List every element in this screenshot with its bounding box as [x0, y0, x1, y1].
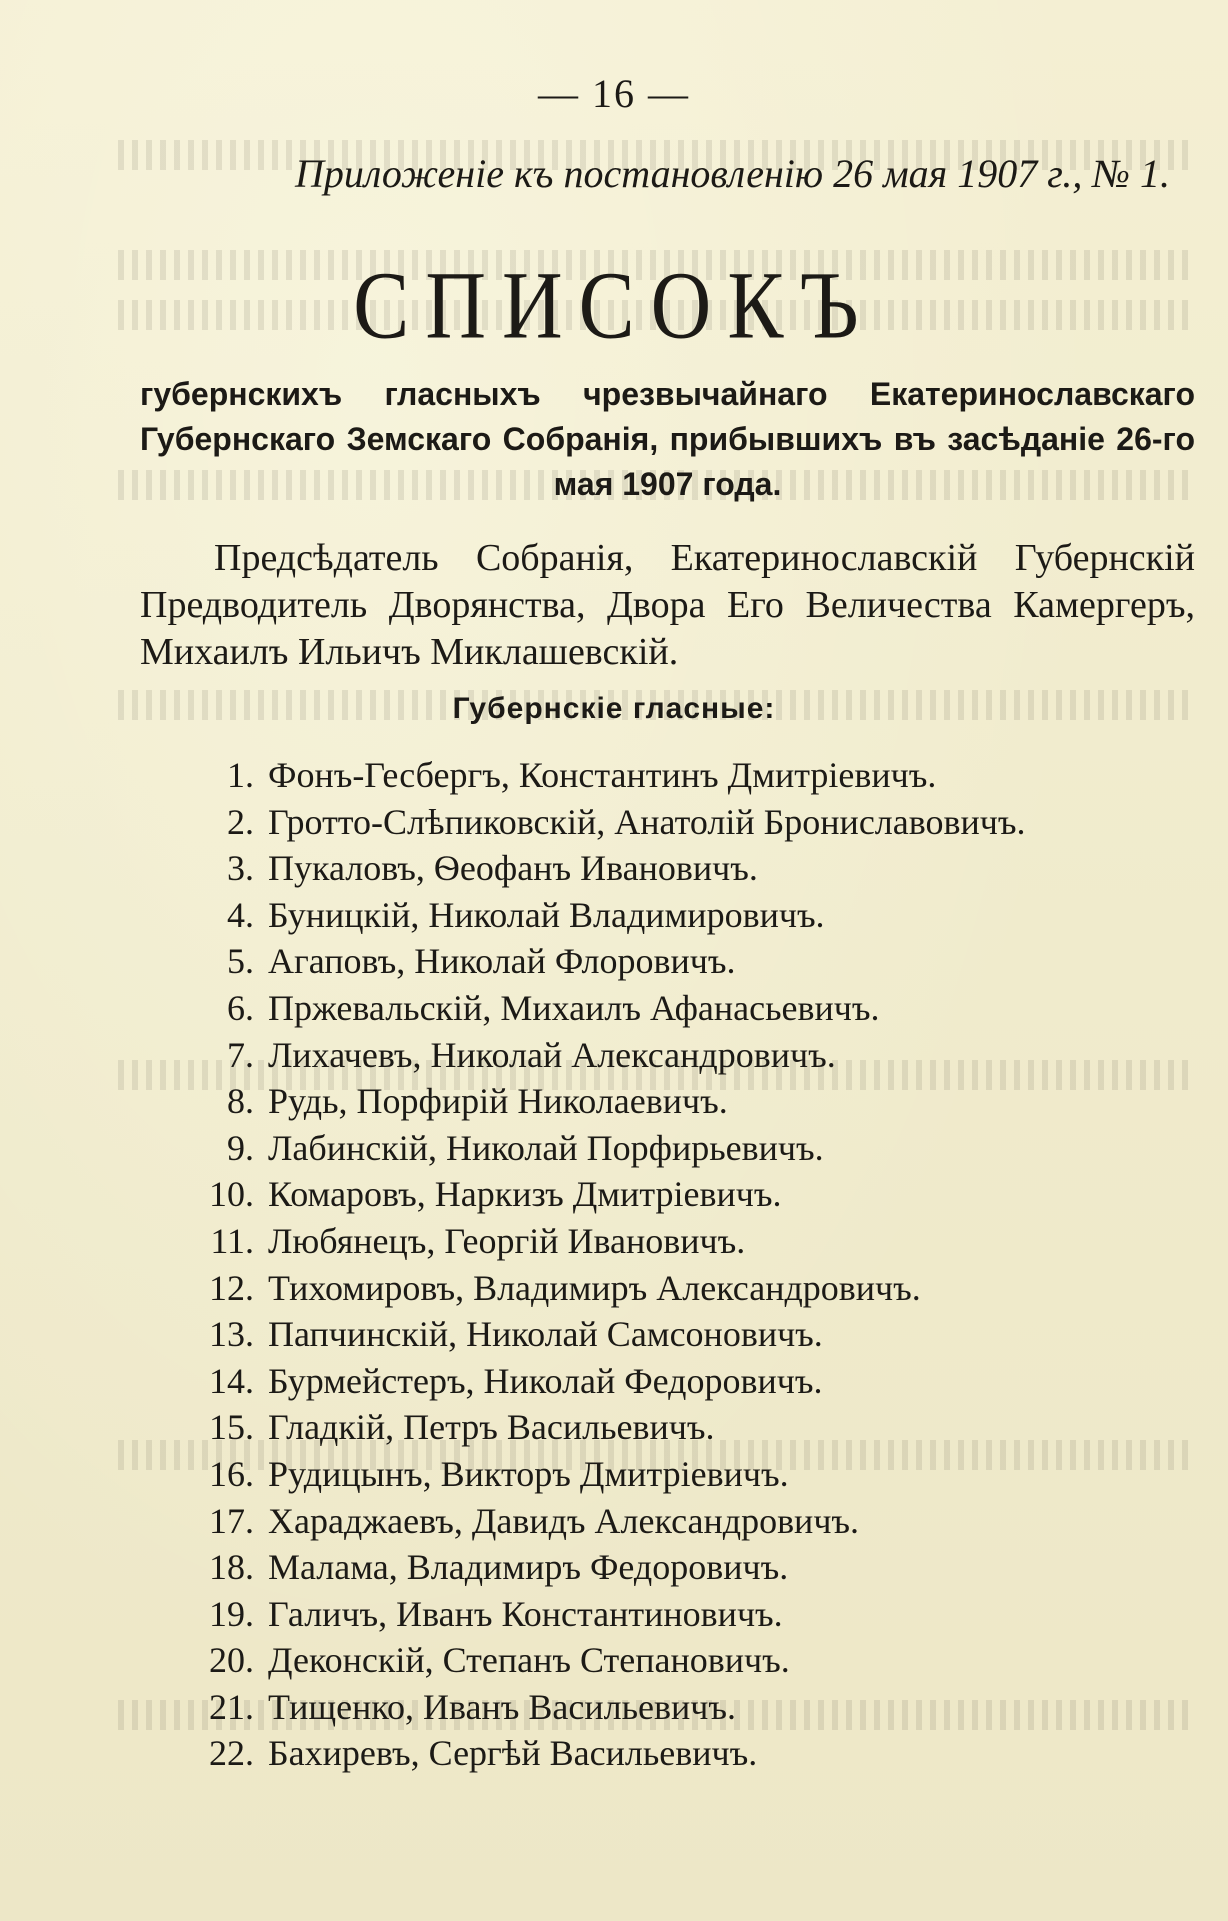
member-name: Пукаловъ, Ѳеофанъ Ивановичъ.: [268, 848, 758, 889]
list-item: [190, 1125, 1025, 1172]
section-heading: Губернскіе гласные:: [452, 692, 776, 725]
item-number: 15.: [209, 1407, 254, 1448]
list-item: [190, 845, 1025, 892]
member-name: Рудицынъ, Викторъ Дмитріевичъ.: [268, 1453, 789, 1494]
page-number: — 16 —: [538, 71, 690, 116]
item-number: 21.: [209, 1686, 254, 1727]
member-name: Тихомировъ, Владимиръ Александровичъ.: [268, 1267, 921, 1308]
member-name: Гладкій, Петръ Васильевичъ.: [268, 1407, 715, 1448]
item-number: 22.: [209, 1733, 254, 1774]
list-item: [190, 752, 1025, 799]
item-number: 1.: [227, 755, 254, 795]
item-number: 11.: [210, 1220, 254, 1261]
item-number: 4.: [227, 894, 254, 935]
list-item: [190, 1218, 1025, 1265]
item-number: 2.: [227, 801, 254, 842]
member-name: Малама, Владимиръ Федоровичъ.: [268, 1547, 789, 1588]
member-name: Гротто-Слѣпиковскій, Анатолій Брониславовичъ.: [268, 801, 1026, 842]
item-number: 12.: [209, 1267, 254, 1308]
member-name: Лихачевъ, Николай Александровичъ.: [268, 1034, 836, 1075]
list-item: [190, 1544, 1025, 1591]
member-name: Тищенко, Иванъ Васильевичъ.: [268, 1686, 736, 1727]
list-item: [190, 1032, 1025, 1079]
item-number: 8.: [227, 1081, 254, 1122]
list-item: [190, 1358, 1025, 1405]
chairman-paragraph: Предсѣдатель Собранія, Екатеринославскій Губернскій Предводитель Дворянства, Двора Его Величества Камергеръ, Михаилъ Ильичъ Миклашевскій.: [140, 537, 1195, 673]
member-name: Бурмейстеръ, Николай Федоровичъ.: [268, 1360, 823, 1401]
item-number: 10.: [209, 1174, 254, 1215]
list-item: [190, 1311, 1025, 1358]
item-number: 20.: [209, 1640, 254, 1681]
item-number: 16.: [209, 1453, 254, 1494]
member-name: Агаповъ, Николай Флоровичъ.: [268, 941, 736, 982]
list-item: [190, 1637, 1025, 1684]
item-number: 5.: [227, 941, 254, 982]
item-number: 9.: [227, 1127, 254, 1168]
member-name: Папчинскій, Николай Самсоновичъ.: [268, 1314, 823, 1355]
members-list: [190, 752, 1025, 1777]
document-subtitle: губернскихъ гласныхъ чрезвычайнаго Екатеринославскаго Губернскаго Земскаго Собранія, прибывшихъ въ засѣданіе 26-го мая 1907 года.: [140, 376, 1195, 502]
list-item: [190, 938, 1025, 985]
member-name: Деконскій, Степанъ Степановичъ.: [268, 1640, 790, 1681]
list-item: [190, 1684, 1025, 1731]
item-number: 3.: [227, 848, 254, 889]
item-number: 18.: [209, 1547, 254, 1588]
member-name: Хараджаевъ, Давидъ Александровичъ.: [268, 1500, 860, 1541]
item-number: 13.: [209, 1314, 254, 1355]
list-item: [190, 1265, 1025, 1312]
list-item: [190, 799, 1025, 846]
document-title: СПИСОКЪ: [353, 252, 875, 360]
member-name: Галичъ, Иванъ Константиновичъ.: [268, 1593, 783, 1634]
list-item: [190, 985, 1025, 1032]
member-name: Бахиревъ, Сергѣй Васильевичъ.: [268, 1733, 758, 1774]
list-item: [190, 892, 1025, 939]
list-item: [190, 1171, 1025, 1218]
list-item: [190, 1730, 1025, 1777]
list-item: [190, 1404, 1025, 1451]
list-item: [190, 1451, 1025, 1498]
member-name: Фонъ-Гесбергъ, Константинъ Дмитріевичъ.: [268, 755, 937, 795]
member-name: Пржевальскій, Михаилъ Афанасьевичъ.: [268, 987, 880, 1028]
member-name: Буницкій, Николай Владимировичъ.: [268, 894, 825, 935]
member-name: Любянецъ, Георгій Ивановичъ.: [268, 1220, 746, 1261]
member-name: Лабинскій, Николай Порфирьевичъ.: [268, 1127, 824, 1168]
item-number: 14.: [209, 1360, 254, 1401]
list-item: [190, 1591, 1025, 1638]
member-name: Комаровъ, Наркизъ Дмитріевичъ.: [268, 1174, 782, 1215]
item-number: 17.: [209, 1500, 254, 1541]
item-number: 19.: [209, 1593, 254, 1634]
item-number: 7.: [227, 1034, 254, 1075]
list-item: [190, 1078, 1025, 1125]
appendix-note: Приложеніе къ постановленію 26 мая 1907 г., № 1.: [295, 151, 1171, 196]
item-number: 6.: [227, 987, 254, 1028]
list-item: [190, 1498, 1025, 1545]
member-name: Рудь, Порфирій Николаевичъ.: [268, 1081, 728, 1122]
